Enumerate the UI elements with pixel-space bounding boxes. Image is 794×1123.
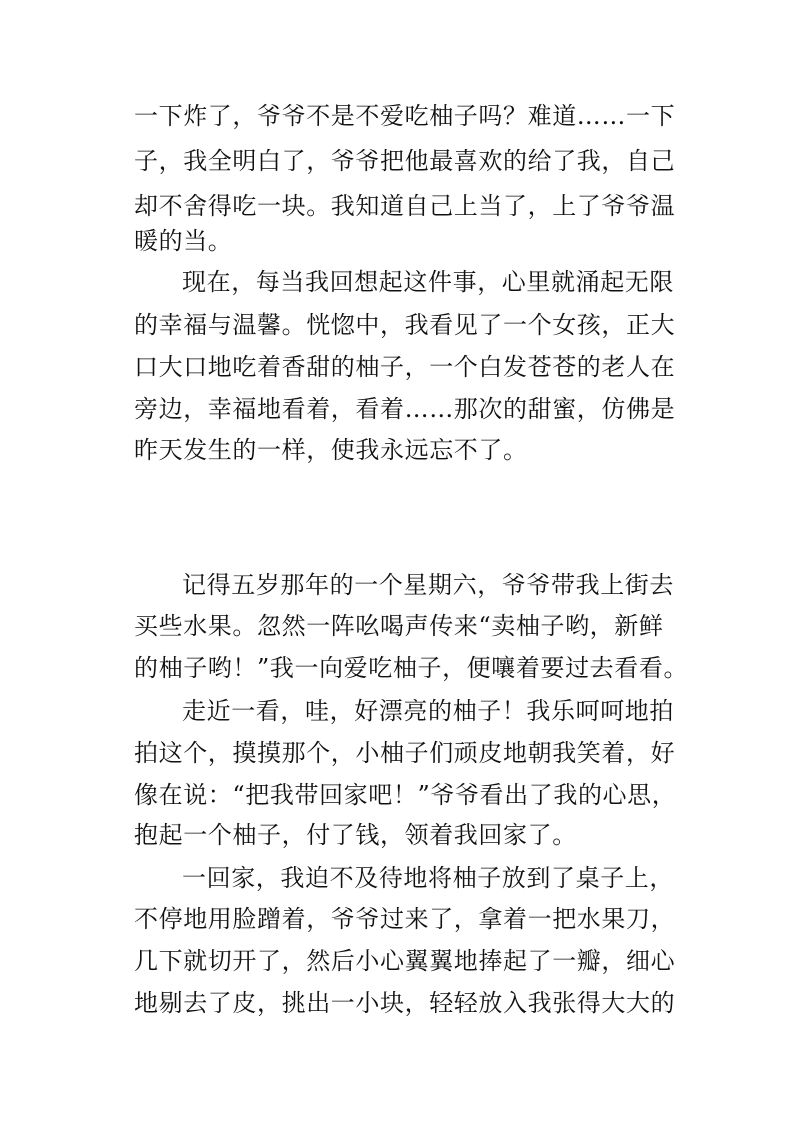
text-line: 子，我全明白了，爷爷把他最喜欢的给了我，自己 (134, 147, 676, 175)
text-line: 一下炸了，爷爷不是不爱吃柚子吗？难道……一下 (134, 102, 676, 130)
text-line: 一回家，我迫不及待地将柚子放到了桌子上， (182, 864, 674, 892)
text-line: 却不舍得吃一块。我知道自己上当了，上了爷爷温 (134, 192, 676, 220)
text-line: 记得五岁那年的一个星期六，爷爷带我上街去 (182, 571, 674, 599)
text-line: 买些水果。忽然一阵吆喝声传来“卖柚子哟，新鲜 (134, 612, 664, 640)
text-line: 现在，每当我回想起这件事，心里就涌起无限 (182, 268, 674, 296)
text-line: 昨天发生的一样，使我永远忘不了。 (134, 436, 528, 464)
text-line: 的幸福与温馨。恍惚中，我看见了一个女孩，正大 (134, 311, 676, 339)
text-line: 口大口地吃着香甜的柚子，一个白发苍苍的老人在 (134, 353, 676, 381)
text-line: 的柚子哟！”我一向爱吃柚子，便嚷着要过去看看。 (134, 654, 689, 682)
text-line: 拍这个，摸摸那个，小柚子们顽皮地朝我笑着，好 (134, 739, 676, 767)
text-line: 几下就切开了，然后小心翼翼地捧起了一瓣，细心 (134, 947, 676, 975)
text-line: 走近一看，哇，好漂亮的柚子！我乐呵呵地拍 (182, 697, 674, 725)
text-line: 暖的当。 (134, 227, 233, 255)
text-line: 旁边，幸福地看着，看着……那次的甜蜜，仿佛是 (134, 395, 676, 423)
text-line: 不停地用脸蹭着，爷爷过来了，拿着一把水果刀， (134, 905, 676, 933)
text-line: 像在说：“把我带回家吧！”爷爷看出了我的心思， (134, 781, 677, 809)
text-line: 地剔去了皮，挑出一小块，轻轻放入我张得大大的 (134, 989, 676, 1017)
text-line: 抱起一个柚子，付了钱，领着我回家了。 (134, 821, 577, 849)
